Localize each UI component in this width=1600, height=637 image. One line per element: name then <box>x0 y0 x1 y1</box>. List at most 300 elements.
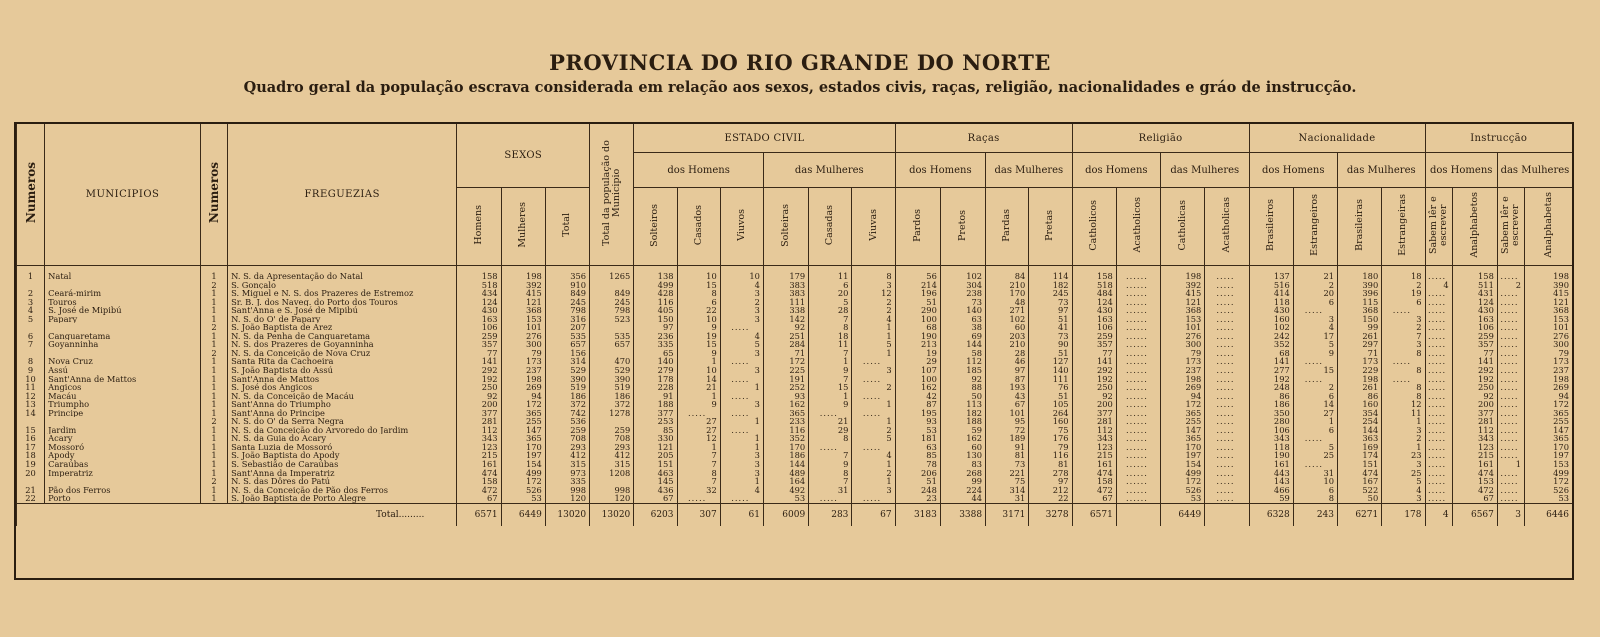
table-cell: 657 <box>590 340 634 349</box>
table-cell: 8 <box>1382 349 1425 358</box>
table-cell: 5 <box>720 340 763 349</box>
municipio-number: 7 <box>17 340 45 349</box>
table-cell: 83 <box>940 460 985 469</box>
table-cell: 472 <box>1072 486 1116 495</box>
table-cell: 3 <box>720 289 763 298</box>
table-cell: 221 <box>986 469 1029 478</box>
table-cell: 392 <box>501 281 545 290</box>
municipio-number: 1 <box>17 266 45 281</box>
table-cell: 1265 <box>590 266 634 281</box>
table-cell: ...... <box>1116 332 1160 341</box>
table-cell: 1 <box>852 460 895 469</box>
table-cell: 6 <box>1382 298 1425 307</box>
table-cell: 4 <box>852 315 895 324</box>
table-cell: 9 <box>677 323 720 332</box>
table-cell: 430 <box>1072 306 1116 315</box>
table-cell: 3 <box>720 400 763 409</box>
table-cell: 269 <box>1161 383 1205 392</box>
table-cell: 68 <box>1249 349 1293 358</box>
header-inst-mulheres: das Mulheres <box>1497 153 1572 188</box>
header-sabem-ler-mulheres: Sabem lêr e escrever <box>1497 188 1524 266</box>
table-cell: 254 <box>1338 417 1382 426</box>
table-cell: 95 <box>986 417 1029 426</box>
table-cell: 236 <box>634 332 677 341</box>
table-cell: 431 <box>1452 289 1497 298</box>
table-cell: 172 <box>763 357 808 366</box>
table-cell: ..... <box>809 494 852 503</box>
table-cell: 343 <box>1072 434 1116 443</box>
table-cell: 21 <box>1293 266 1337 281</box>
table-cell: 31 <box>1293 469 1337 478</box>
table-cell: 170 <box>763 443 808 452</box>
table-cell: ...... <box>1116 460 1160 469</box>
table-cell: 206 <box>895 469 940 478</box>
total-cell: 243 <box>1293 503 1337 526</box>
table-cell: ...... <box>1116 477 1160 486</box>
table-cell: ..... <box>1382 375 1425 384</box>
table-cell: 414 <box>1249 289 1293 298</box>
table-cell: ..... <box>1205 409 1249 418</box>
table-cell: 315 <box>590 460 634 469</box>
table-cell: 3 <box>852 281 895 290</box>
table-cell: 182 <box>940 409 985 418</box>
table-cell: 390 <box>1338 281 1382 290</box>
table-cell: 161 <box>1452 460 1497 469</box>
table-cell: 200 <box>457 400 501 409</box>
municipio-name: Canguaretama <box>45 332 201 341</box>
table-cell: 10 <box>720 266 763 281</box>
table-cell: 106 <box>1249 426 1293 435</box>
table-cell: 116 <box>634 298 677 307</box>
table-cell: ..... <box>1497 426 1524 435</box>
table-row <box>17 266 1573 281</box>
table-cell: 245 <box>1029 289 1072 298</box>
table-cell: 1 <box>809 392 852 401</box>
municipio-name: Triumpho <box>45 400 201 409</box>
table-cell: ...... <box>1116 469 1160 478</box>
table-cell: 3 <box>720 349 763 358</box>
table-cell: 499 <box>1525 469 1572 478</box>
table-cell <box>590 281 634 290</box>
table-cell: ..... <box>809 409 852 418</box>
table-cell: 10 <box>677 315 720 324</box>
table-cell: 251 <box>763 332 808 341</box>
table-cell: ...... <box>1116 357 1160 366</box>
total-cell: 283 <box>809 503 852 526</box>
table-cell: 518 <box>457 281 501 290</box>
table-cell: 67 <box>1452 494 1497 503</box>
municipio-number: 10 <box>17 375 45 384</box>
table-cell: ..... <box>1293 357 1337 366</box>
table-cell: ..... <box>720 392 763 401</box>
table-cell: 535 <box>590 332 634 341</box>
table-cell: ...... <box>1116 400 1160 409</box>
table-cell: ..... <box>1425 477 1452 486</box>
table-row <box>17 383 1573 392</box>
table-cell: 116 <box>1029 451 1072 460</box>
table-cell: 224 <box>940 486 985 495</box>
table-cell: ..... <box>1497 469 1524 478</box>
table-cell: 60 <box>986 323 1029 332</box>
table-cell: 123 <box>457 443 501 452</box>
table-cell: 215 <box>1452 451 1497 460</box>
table-cell: 77 <box>457 349 501 358</box>
freguezia-number: 2 <box>200 281 227 290</box>
header-racas: Raças <box>895 124 1072 153</box>
table-cell: 63 <box>940 315 985 324</box>
table-cell: 197 <box>1161 451 1205 460</box>
municipio-name <box>45 349 201 358</box>
table-cell: 290 <box>895 306 940 315</box>
table-cell: 742 <box>545 409 589 418</box>
municipio-name: S. José de Mipibú <box>45 306 201 315</box>
table-cell: ..... <box>852 392 895 401</box>
table-cell: 269 <box>1525 383 1572 392</box>
table-cell: 32 <box>677 486 720 495</box>
municipio-name: Porto <box>45 494 201 503</box>
table-cell: 390 <box>1525 281 1572 290</box>
table-cell: 434 <box>457 289 501 298</box>
table-cell: ..... <box>720 409 763 418</box>
table-row <box>17 298 1573 307</box>
table-cell: 6 <box>1293 486 1337 495</box>
table-cell: 390 <box>590 375 634 384</box>
header-solteiros: Solteiros <box>634 188 677 266</box>
municipio-name <box>45 417 201 426</box>
table-cell: 304 <box>940 281 985 290</box>
table-cell: 5 <box>852 434 895 443</box>
table-cell: 214 <box>895 281 940 290</box>
table-cell: 278 <box>1029 469 1072 478</box>
table-cell: ..... <box>1205 340 1249 349</box>
freguezia-number: 1 <box>200 460 227 469</box>
freguezia-name: N. S. da Guia do Acary <box>228 434 457 443</box>
municipio-name: Sant'Anna de Mattos <box>45 375 201 384</box>
header-rel-mulheres: das Mulheres <box>1161 153 1249 188</box>
table-cell: 156 <box>545 349 589 358</box>
table-cell: 141 <box>1072 357 1116 366</box>
table-cell: 466 <box>1249 486 1293 495</box>
table-cell: 300 <box>1161 340 1205 349</box>
freguezia-name: Sant'Anna do Principe <box>228 409 457 418</box>
table-cell: 529 <box>545 366 589 375</box>
table-cell: 118 <box>1249 298 1293 307</box>
table-cell: 1 <box>1293 417 1337 426</box>
table-cell: 252 <box>763 383 808 392</box>
table-cell: 519 <box>590 383 634 392</box>
table-cell: 316 <box>545 315 589 324</box>
freguezia-number: 1 <box>200 400 227 409</box>
table-cell: ..... <box>1205 392 1249 401</box>
table-cell: 2 <box>852 298 895 307</box>
table-row <box>17 426 1573 435</box>
table-cell: 172 <box>1161 400 1205 409</box>
header-total: Total <box>545 188 589 266</box>
table-cell: 172 <box>1161 477 1205 486</box>
table-cell <box>590 417 634 426</box>
table-cell: 68 <box>895 323 940 332</box>
table-cell: ..... <box>1205 426 1249 435</box>
table-cell: 499 <box>634 281 677 290</box>
municipio-number: 20 <box>17 469 45 478</box>
table-cell: 215 <box>1072 451 1116 460</box>
table-cell: 281 <box>1452 417 1497 426</box>
table-cell: 8 <box>677 289 720 298</box>
table-cell: 92 <box>940 375 985 384</box>
table-cell: 69 <box>940 332 985 341</box>
table-row <box>17 366 1573 375</box>
table-cell: ...... <box>1116 434 1160 443</box>
table-cell: 92 <box>457 392 501 401</box>
table-cell: 314 <box>986 486 1029 495</box>
table-cell: ..... <box>1425 417 1452 426</box>
table-cell: 186 <box>1249 400 1293 409</box>
table-cell: 200 <box>1452 400 1497 409</box>
table-cell: 124 <box>1072 298 1116 307</box>
table-cell: 151 <box>634 460 677 469</box>
municipio-name: Mossoró <box>45 443 201 452</box>
table-cell: 526 <box>1161 486 1205 495</box>
table-cell: 111 <box>1029 375 1072 384</box>
table-cell: ..... <box>1497 289 1524 298</box>
freguezia-number: 1 <box>200 340 227 349</box>
table-cell: 1 <box>1382 417 1425 426</box>
table-cell: 140 <box>940 306 985 315</box>
table-cell: 343 <box>1452 434 1497 443</box>
table-row <box>17 375 1573 384</box>
municipio-name: Pão dos Ferros <box>45 486 201 495</box>
table-cell: 19 <box>895 349 940 358</box>
freguezia-number: 1 <box>200 383 227 392</box>
table-cell: ...... <box>1116 323 1160 332</box>
table-cell: 237 <box>501 366 545 375</box>
freguezia-number: 2 <box>200 477 227 486</box>
table-cell: 8 <box>1382 366 1425 375</box>
freguezia-name: N. S. dos Prazeres de Goyanninha <box>228 340 457 349</box>
table-cell: ..... <box>1497 409 1524 418</box>
table-cell: 1278 <box>590 409 634 418</box>
table-cell: ..... <box>1497 349 1524 358</box>
table-cell: 2 <box>1382 323 1425 332</box>
table-cell: 472 <box>1452 486 1497 495</box>
table-cell: 798 <box>545 306 589 315</box>
table-cell: 300 <box>1525 340 1572 349</box>
table-cell: 19 <box>677 332 720 341</box>
table-cell: 124 <box>457 298 501 307</box>
table-cell: ..... <box>1205 460 1249 469</box>
table-cell: 9 <box>677 400 720 409</box>
table-cell: 87 <box>986 375 1029 384</box>
freguezia-number: 1 <box>200 426 227 435</box>
table-cell: 198 <box>1525 266 1572 281</box>
freguezia-name: Santa Rita da Cachoeira <box>228 357 457 366</box>
table-cell: 1 <box>852 349 895 358</box>
freguezia-name: S. Gonçalo <box>228 281 457 290</box>
table-row <box>17 289 1573 298</box>
table-cell: 94 <box>501 392 545 401</box>
header-religiao: Religião <box>1072 124 1249 153</box>
table-cell <box>590 323 634 332</box>
table-cell: 372 <box>590 400 634 409</box>
table-cell: ..... <box>1425 349 1452 358</box>
table-cell: ..... <box>1205 349 1249 358</box>
header-sabem-ler-homens: Sabem lêr e escrever <box>1425 188 1452 266</box>
table-cell: 72 <box>986 426 1029 435</box>
table-cell: 474 <box>457 469 501 478</box>
table-cell: ..... <box>1205 266 1249 281</box>
table-cell: 172 <box>1525 400 1572 409</box>
table-cell: 264 <box>1029 409 1072 418</box>
table-cell: 7 <box>677 460 720 469</box>
table-cell: ..... <box>1425 494 1452 503</box>
table-cell: 147 <box>1161 426 1205 435</box>
table-cell <box>590 477 634 486</box>
header-pardas: Pardas <box>986 188 1029 266</box>
table-cell: 2 <box>852 469 895 478</box>
table-cell: ...... <box>1116 426 1160 435</box>
municipio-name: Imperatriz <box>45 469 201 478</box>
table-cell: 53 <box>1525 494 1572 503</box>
table-cell: 3 <box>1382 426 1425 435</box>
table-cell: ..... <box>1497 298 1524 307</box>
municipio-number <box>17 281 45 290</box>
freguezia-number: 1 <box>200 486 227 495</box>
table-cell: 112 <box>1452 426 1497 435</box>
table-cell: 144 <box>763 460 808 469</box>
table-cell: 161 <box>1249 460 1293 469</box>
table-cell: ...... <box>1116 340 1160 349</box>
total-cell: 6449 <box>1161 503 1205 526</box>
table-cell: 10 <box>677 266 720 281</box>
table-cell: 188 <box>940 417 985 426</box>
table-cell: 657 <box>545 340 589 349</box>
header-estrangeiros: Estrangeiros <box>1293 188 1337 266</box>
table-row <box>17 349 1573 358</box>
freguezia-number: 1 <box>200 332 227 341</box>
table-cell: 27 <box>677 426 720 435</box>
table-cell: 7 <box>809 477 852 486</box>
municipio-number: 14 <box>17 409 45 418</box>
table-cell: 10 <box>677 366 720 375</box>
table-cell: 412 <box>590 451 634 460</box>
table-cell: 2 <box>1293 383 1337 392</box>
table-row <box>17 281 1573 290</box>
table-cell: ..... <box>720 426 763 435</box>
table-row <box>17 486 1573 495</box>
table-row <box>17 409 1573 418</box>
table-cell: 124 <box>1452 298 1497 307</box>
table-cell: 356 <box>545 266 589 281</box>
table-cell: 2 <box>852 306 895 315</box>
table-cell: 137 <box>1249 266 1293 281</box>
total-cell: 6271 <box>1338 503 1382 526</box>
table-cell: 73 <box>1029 332 1072 341</box>
table-cell: ..... <box>1497 383 1524 392</box>
table-cell: 67 <box>634 494 677 503</box>
table-cell: 198 <box>1338 375 1382 384</box>
table-cell: 396 <box>1338 289 1382 298</box>
table-cell: 145 <box>634 477 677 486</box>
table-cell: 415 <box>501 289 545 298</box>
table-cell: ..... <box>1205 383 1249 392</box>
table-cell: 11 <box>809 340 852 349</box>
table-cell: 162 <box>763 400 808 409</box>
municipio-name: Acary <box>45 434 201 443</box>
municipio-name: Angicos <box>45 383 201 392</box>
table-cell: 9 <box>1293 349 1337 358</box>
table-cell: 160 <box>1029 417 1072 426</box>
freguezia-number: 1 <box>200 289 227 298</box>
table-cell: 38 <box>940 323 985 332</box>
freguezia-name: N. S. da Conceição de Nova Cruz <box>228 349 457 358</box>
table-cell: 170 <box>986 289 1029 298</box>
municipio-number: 6 <box>17 332 45 341</box>
table-cell: 163 <box>1452 315 1497 324</box>
table-cell: 112 <box>1072 426 1116 435</box>
table-cell: 228 <box>634 383 677 392</box>
table-cell: ..... <box>1382 357 1425 366</box>
table-cell: 140 <box>634 357 677 366</box>
table-cell: 190 <box>1249 451 1293 460</box>
table-cell: 144 <box>940 340 985 349</box>
table-cell: 53 <box>501 494 545 503</box>
table-cell: 170 <box>1161 443 1205 452</box>
total-cell: 6446 <box>1525 503 1572 526</box>
header-total-municipio: Total da população do Municipio <box>590 124 634 266</box>
total-cell: 6567 <box>1452 503 1497 526</box>
table-cell: ..... <box>1425 298 1452 307</box>
table-cell: ...... <box>1116 383 1160 392</box>
header-brasileiros: Brasileiros <box>1249 188 1293 266</box>
table-cell: ...... <box>1116 417 1160 426</box>
table-cell: 1 <box>720 434 763 443</box>
table-cell: 1 <box>852 332 895 341</box>
table-cell: ..... <box>1205 451 1249 460</box>
municipio-number: 8 <box>17 357 45 366</box>
table-cell: 106 <box>1072 323 1116 332</box>
table-cell: 160 <box>1338 400 1382 409</box>
freguezia-number: 1 <box>200 409 227 418</box>
table-cell: 121 <box>634 443 677 452</box>
table-cell: 250 <box>457 383 501 392</box>
table-cell: 357 <box>1452 340 1497 349</box>
table-cell: 196 <box>895 289 940 298</box>
total-cell: 13020 <box>590 503 634 526</box>
table-cell: 163 <box>1072 315 1116 324</box>
table-row <box>17 434 1573 443</box>
table-cell: 3 <box>852 366 895 375</box>
header-pretas: Pretas <box>1029 188 1072 266</box>
table-cell: 849 <box>590 289 634 298</box>
table-cell: 105 <box>1029 400 1072 409</box>
municipio-number: 13 <box>17 400 45 409</box>
table-cell: ..... <box>1497 315 1524 324</box>
header-racas-mulheres: das Mulheres <box>986 153 1072 188</box>
table-cell: 121 <box>1525 298 1572 307</box>
table-cell: 97 <box>986 366 1029 375</box>
table-cell: ..... <box>1425 383 1452 392</box>
table-cell: ..... <box>1425 434 1452 443</box>
table-cell: 141 <box>1452 357 1497 366</box>
table-cell: 245 <box>590 298 634 307</box>
table-cell: 20 <box>809 289 852 298</box>
table-cell: 173 <box>1338 357 1382 366</box>
total-cell: 6449 <box>501 503 545 526</box>
table-cell: ..... <box>677 494 720 503</box>
table-cell: 111 <box>763 298 808 307</box>
table-cell: ..... <box>1425 451 1452 460</box>
freguezia-name: Sant'Anna e S. José de Mipibú <box>228 306 457 315</box>
